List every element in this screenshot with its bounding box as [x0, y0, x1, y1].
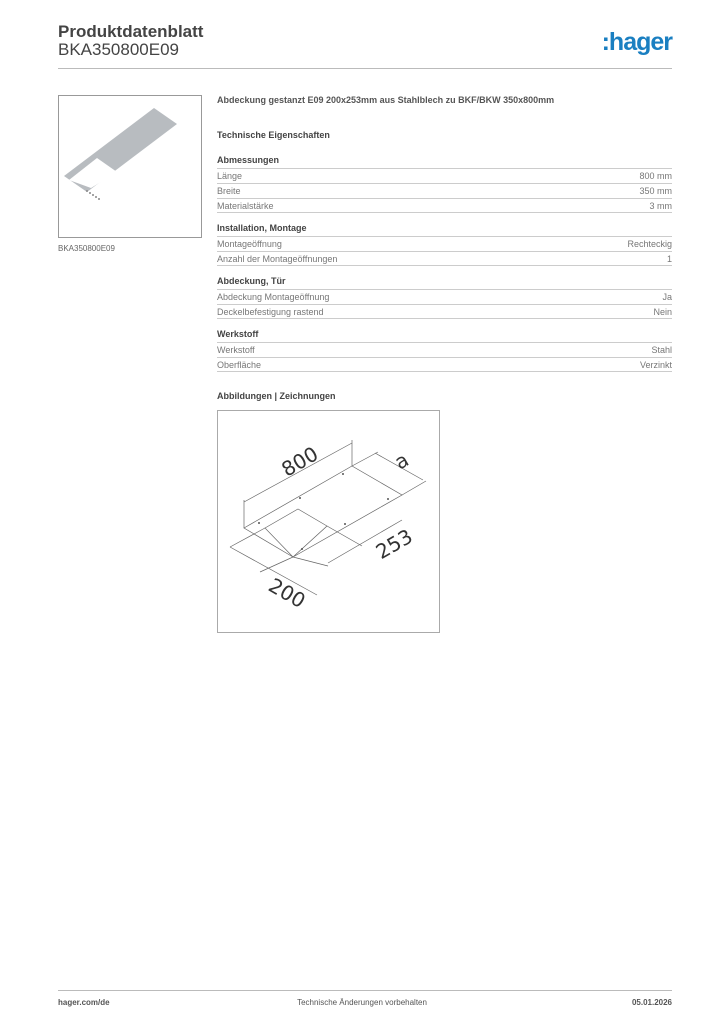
- header-divider: [58, 68, 672, 69]
- property-label: Abdeckung Montageöffnung: [217, 292, 330, 302]
- section-heading: Installation, Montage: [217, 223, 307, 233]
- footer-website[interactable]: hager.com/de: [58, 998, 110, 1007]
- property-label: Montageöffnung: [217, 239, 282, 249]
- property-value: 3 mm: [649, 200, 672, 211]
- hager-logo: :hager: [601, 28, 672, 56]
- dimension-drawing-svg: [210, 400, 450, 640]
- property-label: Länge: [217, 171, 243, 181]
- property-label: Werkstoff: [217, 345, 255, 355]
- property-value: 1: [666, 253, 672, 264]
- property-row: [217, 304, 672, 319]
- section-heading: Werkstoff: [217, 329, 259, 339]
- article-number: BKA350800E09: [58, 40, 179, 59]
- property-row: [217, 236, 672, 251]
- property-row: [217, 168, 672, 183]
- property-row: [217, 342, 672, 357]
- product-image: [58, 95, 202, 238]
- image-caption: BKA350800E09: [58, 244, 115, 253]
- property-value: Rechteckig: [627, 239, 672, 249]
- footer-divider: [58, 990, 672, 991]
- property-row: [217, 198, 672, 213]
- property-label: Deckelbefestigung rastend: [217, 306, 324, 317]
- dim-253-label: 253: [371, 524, 417, 564]
- property-label: Materialstärke: [217, 200, 274, 211]
- property-row: [217, 251, 672, 266]
- figures-heading: Abbildungen | Zeichnungen: [217, 391, 336, 401]
- product-description: Abdeckung gestanzt E09 200x253mm aus Stahlblech zu BKF/BKW 350x800mm: [217, 95, 555, 105]
- property-value: Nein: [653, 306, 672, 317]
- dim-length-label: 800: [277, 441, 323, 482]
- property-row: [217, 183, 672, 198]
- property-row: [217, 357, 672, 372]
- property-value: Stahl: [651, 345, 672, 355]
- property-value: Ja: [662, 292, 672, 302]
- property-value: Verzinkt: [639, 359, 672, 370]
- page-title: Produktdatenblatt: [58, 22, 204, 41]
- property-label: Anzahl der Montageöffnungen: [217, 253, 338, 264]
- tech-properties-heading: Technische Eigenschaften: [217, 130, 330, 140]
- property-label: Breite: [217, 186, 241, 196]
- section-heading: Abdeckung, Tür: [217, 276, 286, 286]
- footer-date: 05.01.2026: [631, 998, 672, 1007]
- section-heading: Abmessungen: [217, 155, 280, 165]
- dim-200-label: 200: [264, 573, 310, 613]
- property-value: 800 mm: [639, 171, 672, 181]
- property-label: Oberfläche: [217, 359, 262, 370]
- property-value: 350 mm: [639, 186, 672, 196]
- footer-note: Technische Änderungen vorbehalten: [297, 998, 427, 1007]
- dim-a-label: a: [390, 447, 413, 475]
- property-row: [217, 289, 672, 304]
